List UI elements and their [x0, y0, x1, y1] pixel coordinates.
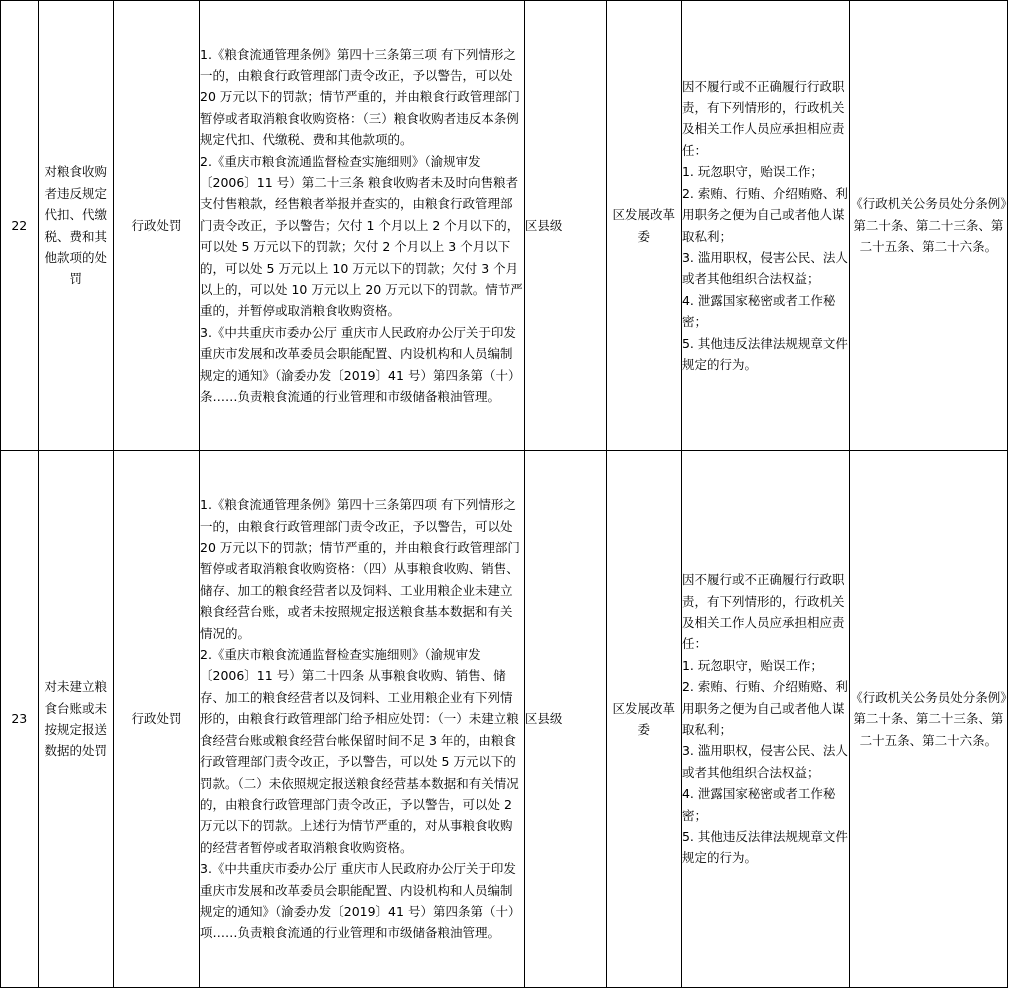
department: 区发展改革委	[606, 1, 681, 451]
item-name: 对粮食收购者违反规定代扣、代缴税、费和其他款项的处罚	[38, 1, 113, 451]
item-category: 行政处罚	[113, 1, 199, 451]
responsibility-line: 因不履行或不正确履行行政职责，有下列情形的，行政机关及相关工作人员应承担相应责任：	[681, 572, 845, 652]
responsibility	[681, 451, 849, 988]
basis-clause: 3.《中共重庆市委办公厅 重庆市人民政府办公厅关于印发重庆市发展和改革委员会职能配置、内设机构和人员编制规定的通知》（渝委办发〔2019〕41 号）第四条第（十）条……负责粮食流通的行业管理和市级储备粮油管理。	[200, 324, 521, 405]
table-row	[1, 451, 1008, 988]
responsibility-line: 3. 滥用职权，侵害公民、法人或者其他组织合法权益；	[681, 249, 848, 287]
basis-clause: 3.《中共重庆市委办公厅 重庆市人民政府办公厅关于印发重庆市发展和改革委员会职能配置、内设机构和人员编制规定的通知》（渝委办发〔2019〕41 号）第四条第（十）项……负责粮食流通的行业管理和市级储备粮油管理。	[200, 861, 521, 941]
row-number: 23	[1, 451, 39, 988]
admin-level: 区县级	[524, 451, 606, 988]
department: 区发展改革委	[606, 451, 681, 988]
responsibility-line: 4. 泄露国家秘密或者工作秘密；	[681, 292, 836, 330]
responsibility-line: 1. 玩忽职守，贻误工作；	[681, 164, 823, 180]
basis-clause: 1.《粮食流通管理条例》第四十三条第三项 有下列情形之一的，由粮食行政管理部门责令改正，予以警告，可以处 20 万元以下的罚款；情节严重的，并由粮食行政管理部门暂停或者取消粮食收购资格：（三）粮食收购者违反本条例规定代扣、代缴税、费和其他款项的。	[200, 46, 520, 148]
responsibility-line: 3. 滥用职权，侵害公民、法人或者其他组织合法权益；	[681, 743, 848, 780]
responsibility-line: 5. 其他违反法律法规规章文件规定的行为。	[681, 335, 848, 372]
responsibility	[681, 1, 849, 451]
table-row	[1, 1, 1008, 451]
responsibility-line: 2. 索贿、行贿、介绍贿赂、利用职务之便为自己或者他人谋取私利；	[681, 679, 848, 737]
row-number: 22	[1, 1, 39, 451]
responsibility-line: 4. 泄露国家秘密或者工作秘密；	[681, 786, 836, 823]
item-name: 对未建立粮食台账或未按规定报送数据的处罚	[38, 451, 113, 988]
basis-clause: 1.《粮食流通管理条例》第四十三条第四项 有下列情形之一的，由粮食行政管理部门责令改正，予以警告，可以处 20 万元以下的罚款；情节严重的，并由粮食行政管理部门暂停或者取消粮食收购资格：（四）从事粮食收购、销售、储存、加工的粮食经营者以及饲料、工业用粮企业未建立粮食经营台账，或者未按照规定报送粮食基本数据和有关情况的。	[200, 497, 520, 641]
responsibility-line: 5. 其他违反法律法规规章文件规定的行为。	[681, 829, 848, 866]
responsibility-line: 因不履行或不正确履行行政职责，有下列情形的，行政机关及相关工作人员应承担相应责任：	[681, 78, 845, 158]
responsibility-line: 1. 玩忽职守，贻误工作；	[681, 657, 823, 673]
responsibility-line: 2. 索贿、行贿、介绍贿赂、利用职务之便为自己或者他人谋取私利；	[681, 185, 848, 244]
disciplinary-law: 《行政机关公务员处分条例》第二十条、第二十三条、第二十五条、第二十六条。	[849, 1, 1007, 451]
item-category: 行政处罚	[113, 451, 199, 988]
legal-basis	[200, 451, 525, 988]
disciplinary-law: 《行政机关公务员处分条例》第二十条、第二十三条、第二十五条、第二十六条。	[849, 451, 1007, 988]
basis-clause: 2.《重庆市粮食流通监督检查实施细则》（渝规审发〔2006〕11 号）第二十三条 粮食收购者未及时向售粮者支付售粮款，经售粮者举报并查实的，由粮食行政管理部门责令改正，予以警告；欠付 1 个月以上 2 个月以下的，可以处 5 万元以下的罚款；欠付 2 个月以上 3 个月以下的，可以处 5 万元以上 10 万元以下的罚款；欠付 3 个月以上的，可以处 10 万元以上 20 万元以下的罚款。情节严重的，并暂停或取消粮食收购资格。	[200, 153, 523, 319]
legal-basis	[200, 1, 525, 451]
basis-clause: 2.《重庆市粮食流通监督检查实施细则》（渝规审发〔2006〕11 号）第二十四条 从事粮食收购、销售、储存、加工的粮食经营者以及饲料、工业用粮企业有下列情形的，由粮食行政管理部门给予相应处罚：（一）未建立粮食经营台账或粮食经营台帐保留时间不足 3 年的，由粮食行政管理部门责令改正，予以警告，可以处 5 万元以下的罚款。（二）未依照规定报送粮食经营基本数据和有关情况的，由粮食行政管理部门责令改正，予以警告，可以处 2 万元以下的罚款。上述行为情节严重的，对从事粮食收购的经营者暂停或者取消粮食收购资格。	[200, 647, 519, 855]
admin-level: 区县级	[524, 1, 606, 451]
